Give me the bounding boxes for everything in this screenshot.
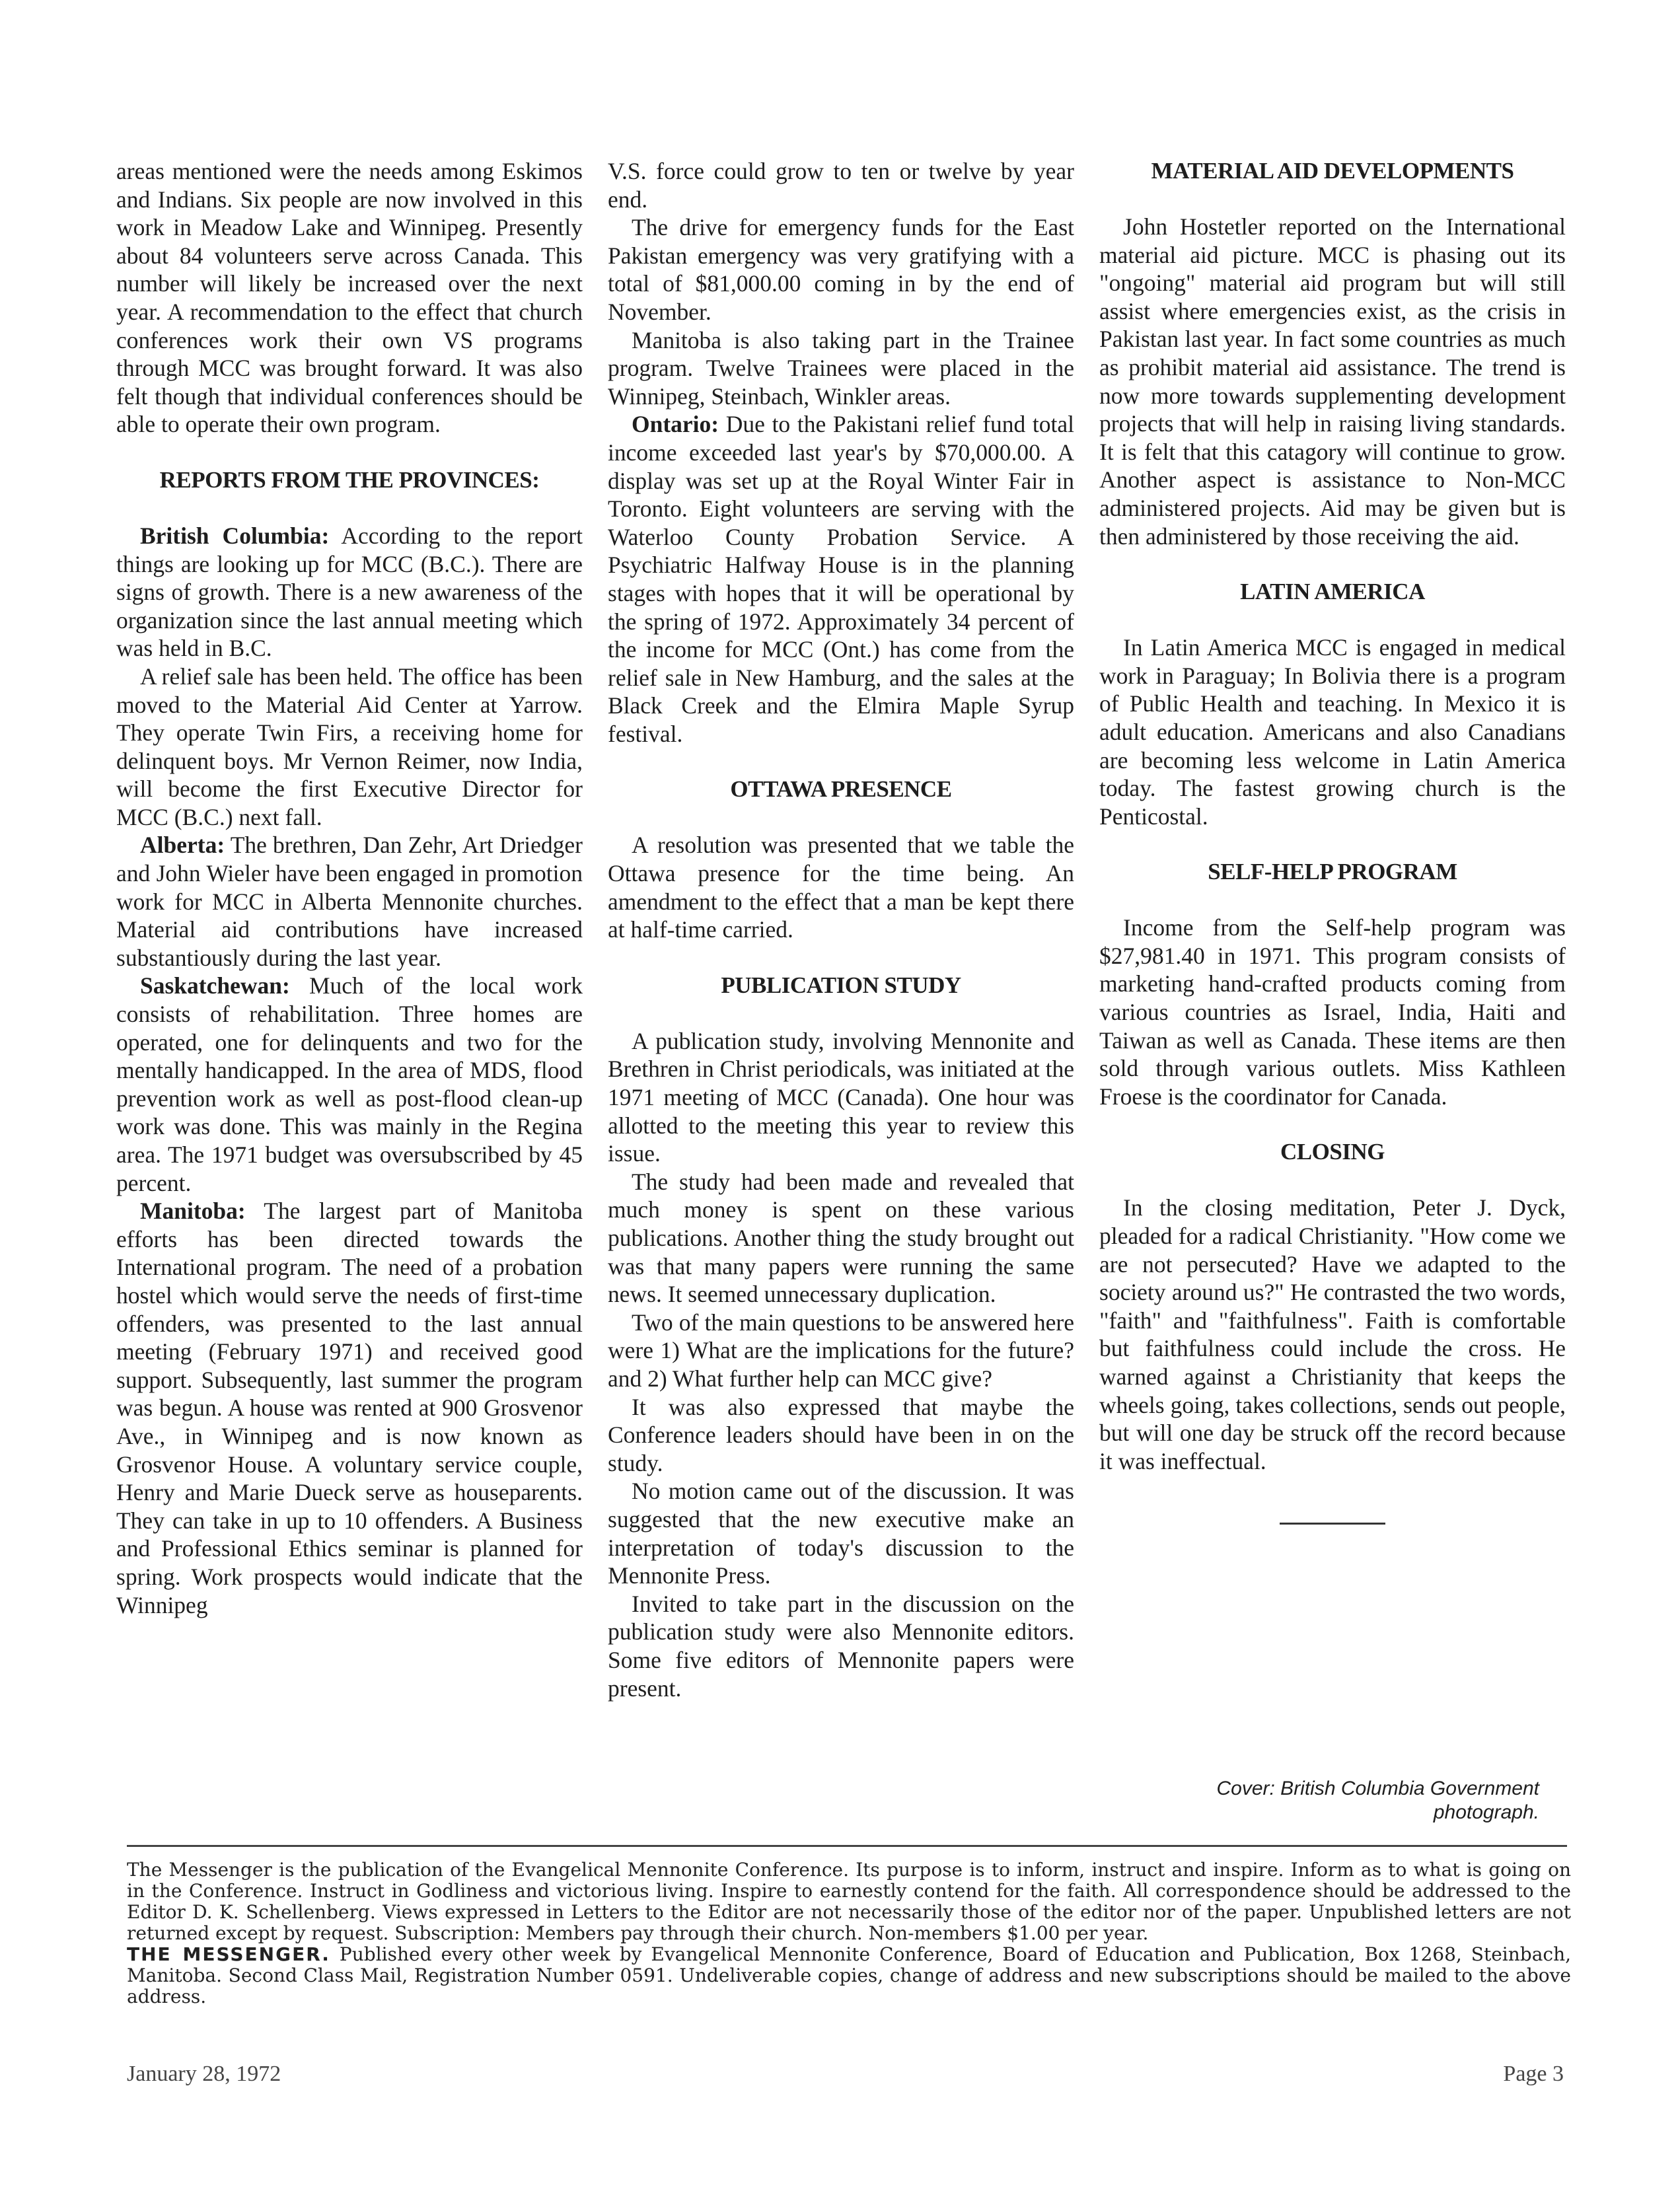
masthead-block bbox=[127, 1859, 1571, 2007]
material-aid-paragraph: John Hostetler reported on the International material aid picture. MCC is phasing out its "ongoing" material aid program but will still assist where emergencies exist, as the crisis in Pakistan last year. In fact some countries as much as prohibit material aid assistance. The trend is now more towards supplementing development projects that will help in raising living standards. It is felt that this catagory will continue to grow. Another aspect is assistance to Non-MCC administered projects. Aid may be given but is then administered by those receiving the aid. bbox=[1099, 213, 1566, 550]
emergency-drive-paragraph: The drive for emergency funds for the East Pakistan emergency was very gratifying with a total of $81,000.00 coming in by the end of November. bbox=[608, 214, 1074, 325]
vs-force-paragraph: V.S. force could grow to ten or twelve by year end. bbox=[608, 158, 1074, 213]
alberta-paragraph bbox=[116, 831, 583, 972]
bc-label: British Columbia: bbox=[140, 522, 330, 549]
bc-paragraph-2: A relief sale has been held. The office has been moved to the Material Aid Center at Yarrow. They operate Twin Firs, a receiving home for delinquent boys. Mr Vernon Reimer, now India, will become the first Executive Director for MCC (B.C.) next fall. bbox=[116, 663, 583, 830]
publication-paragraph-5: No motion came out of the discussion. It was suggested that the new executive make an interpretation of today's discussion to the Mennonite Press. bbox=[608, 1478, 1074, 1589]
trainee-paragraph: Manitoba is also taking part in the Trainee program. Twelve Trainees were placed in the Winnipeg, Steinbach, Winkler areas. bbox=[608, 326, 1074, 410]
ottawa-paragraph: A resolution was presented that we table the Ottawa presence for the time being. An amendment to the effect that a man be kept there at half-time carried. bbox=[608, 832, 1074, 943]
manitoba-label: Manitoba: bbox=[140, 1198, 246, 1225]
manitoba-text: The largest part of Manitoba efforts has been directed towards the International program. The need of a probation hostel which would serve the needs of first-time offenders, was presented to the last annual meeting (February 1971) and received good support. Subsequently, last summer the program was begun. A house was rented at 900 Grosvenor Ave., in Winnipeg and is now known as Grosvenor House. A voluntary service couple, Henry and Marie Dueck serve as houseparents. They can take in up to 10 offenders. A Business and Professional Ethics seminar is planned for spring. Work prospects would indicate that the Winnipeg bbox=[116, 1198, 583, 1618]
alberta-label: Alberta: bbox=[140, 832, 225, 859]
closing-paragraph: In the closing meditation, Peter J. Dyck, pleaded for a radical Christianity. "How come we are not persecuted? Have we adapted to the society around us?" He contrasted the two words, "faith" and "faithfulness". Faith is comfortable but faithfulness could include the cross. He warned against a Christianity that keeps the wheels going, takes collections, sends out people, but will one day be struck off the record because it was ineffectual. bbox=[1099, 1194, 1566, 1474]
intro-paragraph: areas mentioned were the needs among Eskimos and Indians. Six people are now involved in this work in Meadow Lake and Winnipeg. Presently about 84 volunteers serve across Canada. This number will likely be increased over the next year. A recommendation to the effect that church conferences work their own VS programs through MCC was brought forward. It was also felt though that individual conferences should be able to operate their own program. bbox=[116, 158, 583, 438]
latin-america-paragraph: In Latin America MCC is engaged in medical work in Paraguay; In Bolivia there is a program of Public Health and teaching. In Mexico it is adult education. Americans and also Canadians are becoming less welcome in Latin America today. The fastest growing church is the Penticostal. bbox=[1099, 634, 1566, 830]
heading-ottawa-presence: OTTAWA PRESENCE bbox=[730, 776, 952, 803]
ontario-text: Due to the Pakistani relief fund total income exceeded last year's by $70,000.00. A display was set up at the Royal Winter Fair in Toronto. Eight volunteers are serving with the Waterloo County Probation Service. A Psychiatric Halfway House is in the planning stages with hopes that it will be operational by the spring of 1972. Approximately 34 percent of the income for MCC (Ont.) has come from the relief sale in New Hamburg, and the sales at the Black Creek and the Elmira Maple Syrup festival. bbox=[608, 411, 1075, 747]
saskatchewan-label: Saskatchewan: bbox=[140, 972, 290, 999]
masthead-publishing-text: Published every other week by Evangelical Mennonite Conference, Board of Education and Publication, Box 1268, Steinbach, Manitoba. Second Class Mail, Registration Number 0591. Undeliverable copies, change of address and new subscriptions should be mailed to the above address. bbox=[127, 1943, 1572, 2007]
ontario-paragraph bbox=[608, 410, 1074, 748]
saskatchewan-text: Much of the local work consists of rehabilitation. Three homes are operated, one for delinquents and two for the mentally handicapped. In the area of MDS, flood prevention work as well as post-flood clean-up work was done. This was mainly in the Regina area. The 1971 budget was oversubscribed by 45 percent. bbox=[116, 972, 583, 1196]
column-2 bbox=[608, 157, 1074, 1702]
bc-text: According to the report things are looking up for MCC (B.C.). There are signs of growth. There is a new awareness of the organization since the last annual meeting which was held in B.C. bbox=[116, 522, 583, 662]
column-3 bbox=[1099, 157, 1566, 1525]
publication-paragraph-1: A publication study, involving Mennonite and Brethren in Christ periodicals, was initiated at the 1971 meeting of MCC (Canada). One hour was allotted to the meeting this year to review this issue. bbox=[608, 1027, 1074, 1167]
heading-closing: CLOSING bbox=[1280, 1139, 1385, 1165]
masthead-publishing-info bbox=[127, 1944, 1571, 2007]
masthead-statement: The Messenger is the publication of the Evangelical Mennonite Conference. Its purpose is to inform, instruct and inspire. Inform as to what is going on in the Conference. Instruct in Godliness and victorious living. Inspire to earnestly contend for the faith. All correspondence should be addressed to the Editor D. K. Schellenberg. Views expressed in Letters to the Editor are not necessarily those of the editor nor of the paper. Unpublished letters are not returned except by request. Subscription: Members pay through their church. Non-members $1.00 per year. bbox=[127, 1859, 1571, 1944]
publication-paragraph-6: Invited to take part in the discussion on the publication study were also Mennonite editors. Some five editors of Mennonite papers were present. bbox=[608, 1590, 1074, 1702]
publication-paragraph-4: It was also expressed that maybe the Conference leaders should have been in on the study. bbox=[608, 1393, 1074, 1476]
alberta-text: The brethren, Dan Zehr, Art Driedger and John Wieler have been engaged in promotion work for MCC in Alberta Mennonite churches. Material aid contributions have increased substantiously during the last year. bbox=[116, 832, 583, 971]
heading-publication-study: PUBLICATION STUDY bbox=[721, 972, 961, 998]
masthead-label: THE MESSENGER. bbox=[127, 1943, 330, 1965]
self-help-paragraph: Income from the Self-help program was $27,981.40 in 1971. This program consists of marketing hand-crafted products coming from various countries as Israel, India, Haiti and Taiwan as well as Canada. These items are then sold through various outlets. Miss Kathleen Froese is the coordinator for Canada. bbox=[1099, 914, 1566, 1110]
end-divider bbox=[1280, 1523, 1385, 1525]
heading-material-aid: MATERIAL AID DEVELOPMENTS bbox=[1151, 158, 1514, 184]
column-1 bbox=[116, 157, 583, 1619]
footer-divider bbox=[127, 1845, 1567, 1847]
saskatchewan-paragraph bbox=[116, 972, 583, 1197]
bc-paragraph bbox=[116, 522, 583, 663]
page-number: Page 3 bbox=[1503, 2062, 1564, 2086]
ontario-label: Ontario: bbox=[632, 411, 719, 438]
cover-caption: Cover: British Columbia Government photograph. bbox=[1216, 1778, 1539, 1823]
publication-paragraph-2: The study had been made and revealed that much money is spent on these various publications. Another thing the study brought out was that many papers were running the same news. It seemed unnecessary duplication. bbox=[608, 1168, 1074, 1308]
issue-date: January 28, 1972 bbox=[127, 2062, 281, 2086]
heading-reports-from-provinces: REPORTS FROM THE PROVINCES: bbox=[159, 466, 540, 493]
publication-paragraph-3: Two of the main questions to be answered here were 1) What are the implications for the future? and 2) What further help can MCC give? bbox=[608, 1309, 1074, 1392]
heading-self-help: SELF-HELP PROGRAM bbox=[1208, 859, 1457, 885]
heading-latin-america: LATIN AMERICA bbox=[1240, 579, 1425, 605]
manitoba-paragraph bbox=[116, 1197, 583, 1619]
